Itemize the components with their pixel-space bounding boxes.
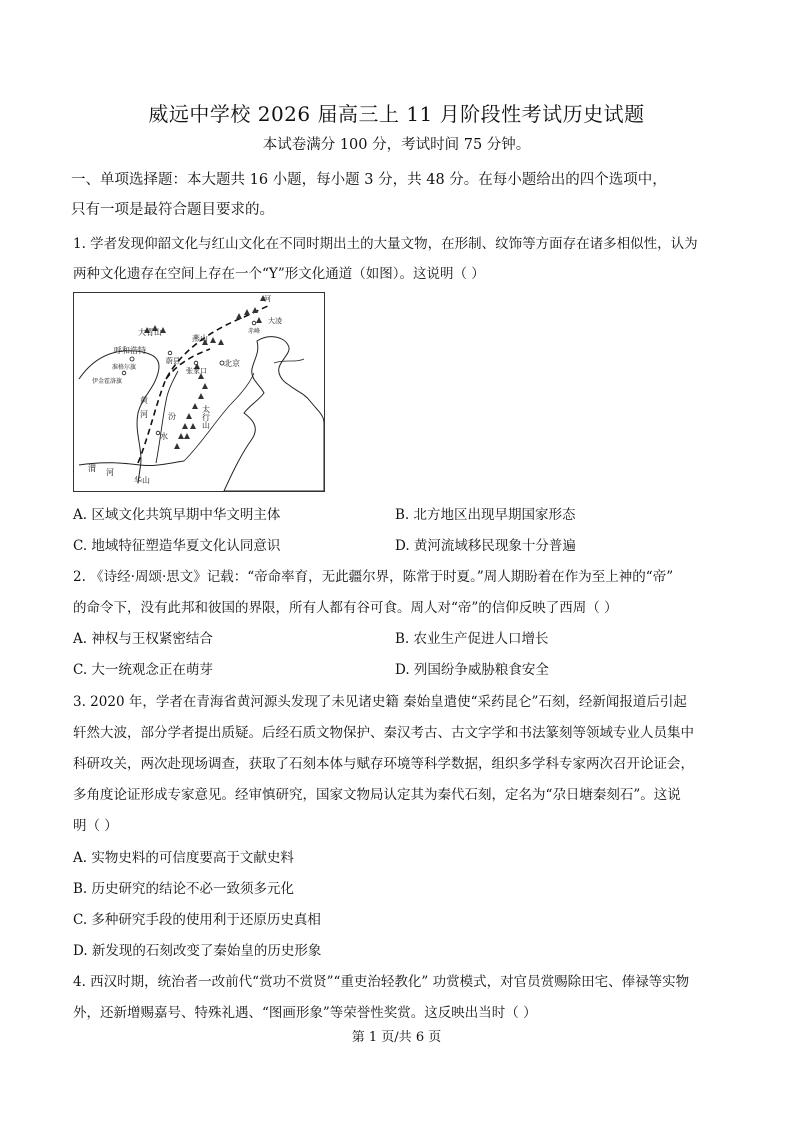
page-title: 威远中学校 2026 届高三上 11 月阶段性考试历史试题	[148, 102, 645, 126]
q1-option-d[interactable]: D. 黄河流域移民现象十分普遍	[395, 538, 576, 554]
label-daling: 大凌	[268, 317, 282, 325]
q4-stem-line2: 外，还新增赐嘉号、特殊礼遇、“图画形象”等荣誉性奖赏。这反映出当时（ ）	[73, 1005, 537, 1021]
q1-stem-line2: 两种文化遗存在空间上存在一个“Y”形文化通道（如图）。这说明（ ）	[73, 266, 485, 282]
q2-option-b[interactable]: B. 农业生产促进人口增长	[395, 631, 549, 647]
q2-option-a[interactable]: A. 神权与王权紧密结合	[73, 631, 213, 647]
q2-option-c[interactable]: C. 大一统观念正在萌芽	[73, 662, 213, 678]
q3-option-b[interactable]: B. 历史研究的结论不必一致须多元化	[73, 881, 295, 897]
q1-option-a[interactable]: A. 区域文化共筑早期中华文明主体	[73, 507, 281, 523]
label-beijing: 北京	[224, 359, 240, 368]
section-heading-line2: 只有一项是最符合题目要求的。	[71, 202, 274, 218]
q3-stem-line4: 多角度论证形成专家意见。经审慎研究，国家文物局认定其为秦代石刻，定名为“尕日塘秦刻石”。这说	[73, 787, 681, 803]
label-weixian: 蔚县	[166, 357, 180, 365]
section-heading-line1: 一、单项选择题：本大题共 16 小题，每小题 3 分，共 48 分。在每小题给出的四个选项中，	[71, 172, 667, 188]
q1-stem-line1: 1. 学者发现仰韶文化与红山文化在不同时期出土的大量文物，在形制、纹饰等方面存在诸多相似性，认为	[73, 236, 698, 252]
q3-stem-line2: 轩然大波，部分学者提出质疑。后经石质文物保护、秦汉考古、古文字学和书法篆刻等领域专业人员集中	[73, 725, 694, 741]
label-daqingshan: 大青山	[138, 328, 162, 337]
q3-stem-line3: 科研攻关，两次赴现场调查，获取了石刻本体与赋存环境等科学数据，组织多学科专家两次召开论证会，	[73, 756, 694, 772]
label-chifeng: 赤峰	[248, 328, 261, 335]
q2-stem-line2: 的命令下，没有此邦和彼国的界限，所有人都有谷可食。周人对“帝”的信仰反映了西周（ ）	[73, 600, 618, 616]
q1-option-c[interactable]: C. 地域特征塑造华夏文化认同意识	[73, 538, 281, 554]
label-he2: 河	[264, 295, 271, 303]
q3-option-c[interactable]: C. 多种研究手段的使用利于还原历史真相	[73, 912, 321, 928]
q3-option-a[interactable]: A. 实物史料的可信度要高于文献史料	[73, 850, 294, 866]
label-zhunge: 准格尔旗	[112, 364, 137, 371]
label-yanshan: 燕山	[192, 334, 208, 343]
label-weihe: 河	[106, 468, 114, 477]
label-zhangjiakou: 张家口	[186, 367, 207, 375]
q3-stem-line5: 明（ ）	[73, 818, 118, 834]
label-huashan: 华山	[134, 476, 150, 485]
label-huang: 黄	[140, 396, 148, 405]
q4-stem-line1: 4. 西汉时期，统治者一改前代“赏功不赏贤”“重吏治轻教化” 功赏模式，对官员赏赐除田宅、俸禄等实物	[73, 974, 690, 990]
label-huhehaote: 呼和浩特	[114, 346, 146, 355]
q1-option-b[interactable]: B. 北方地区出现早期国家形态	[395, 507, 576, 523]
label-shui: 水	[160, 432, 168, 441]
page-number: 第 1 页/共 6 页	[351, 1030, 442, 1045]
label-taihang: 太行山	[201, 405, 211, 429]
q3-option-d[interactable]: D. 新发现的石刻改变了秦始皇的历史形象	[73, 943, 322, 959]
exam-info: 本试卷满分 100 分，考试时间 75 分钟。	[262, 137, 531, 153]
label-he: 河	[140, 410, 148, 419]
label-wei: 渭	[88, 464, 96, 473]
label-yijin: 伊金霍洛旗	[92, 378, 123, 385]
q2-stem-line1: 2. 《诗经·周颂·思文》记载：“帝命率育，无此疆尔界，陈常于时夏。”周人期盼着在作为至上神的“帝”	[73, 569, 674, 585]
q2-option-d[interactable]: D. 列国纷争威胁粮食安全	[395, 662, 549, 678]
q3-stem-line1: 3. 2020 年，学者在青海省黄河源头发现了未见诸史籍 秦始皇遣使“采药昆仑”石刻，经新闻报道后引起	[73, 694, 687, 710]
label-fen: 汾	[168, 412, 176, 421]
y-shaped-culture-corridor-map	[73, 292, 325, 492]
